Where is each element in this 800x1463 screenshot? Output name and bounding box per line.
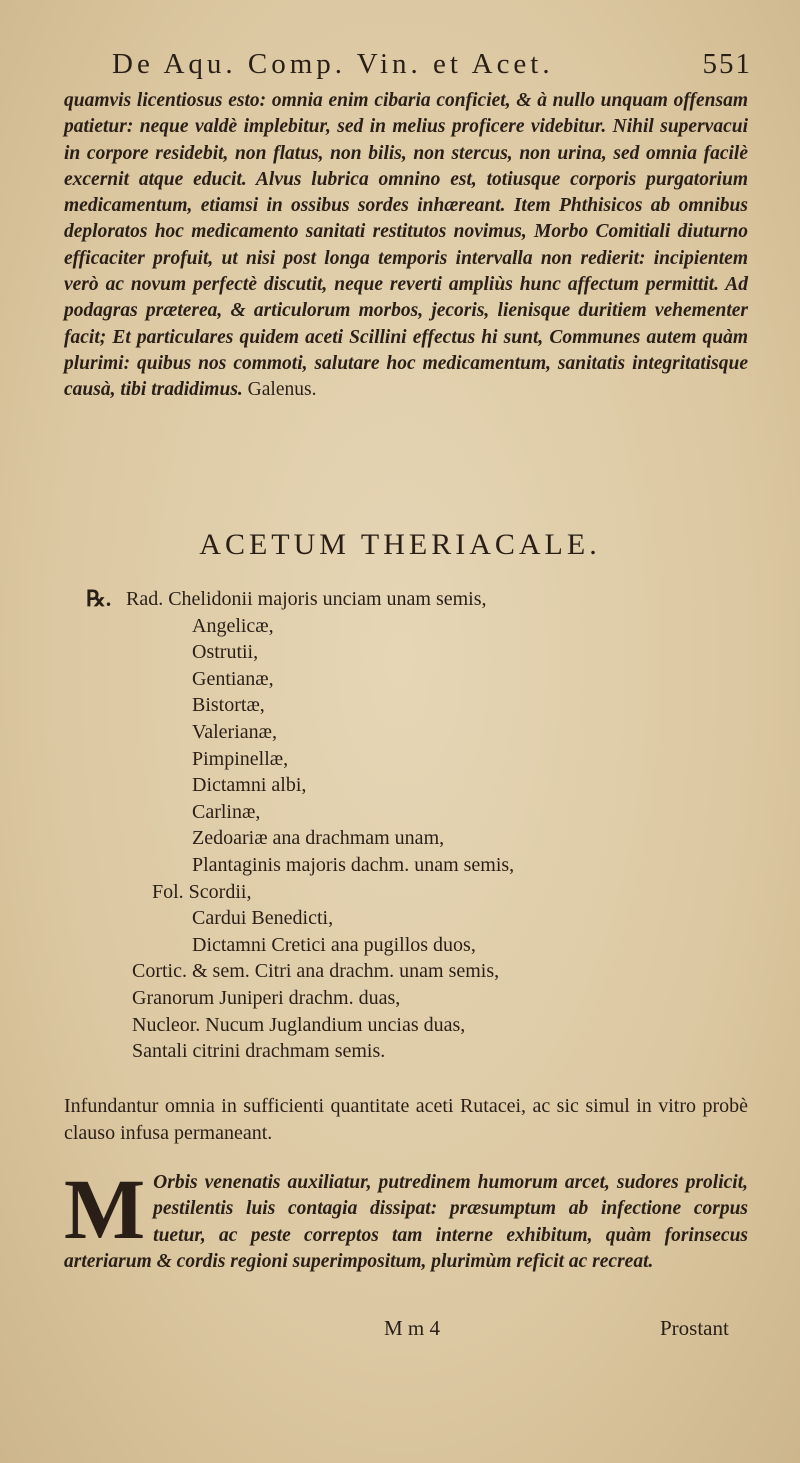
recipe-line-text: Valerianæ, [192, 720, 277, 743]
recipe-line-text: Carlinæ, [192, 800, 261, 823]
paragraph-properties [64, 1161, 748, 1275]
rx-symbol: ℞. [86, 586, 112, 611]
recipe-line [86, 1038, 746, 1065]
recipe-line-text: Plantaginis majoris dachm. unam semis, [192, 853, 515, 876]
recipe-line-text: Rad. Chelidonii majoris unciam unam semis, [126, 588, 487, 610]
recipe-line-text: Pimpinellæ, [192, 747, 289, 770]
recipe-line-text: Zedoariæ ana drachmam unam, [192, 827, 445, 850]
recipe-line-text: Dictamni albi, [192, 774, 307, 797]
paragraph-galen [64, 88, 748, 404]
paragraph-properties-text: Orbis venenatis auxiliatur, putredinem humorum arcet, sudores prolicit, pestilentis luis contagia dissipat: præsumptum ab infectione corpus tuetur, ac peste correptos tam interne exhibitum, quàm forinsecus arteriarum & cordis regioni superimpositum, plurimùm reficit ac recreat. [64, 1172, 748, 1272]
recipe-list [86, 586, 746, 1065]
attribution: Galenus. [247, 379, 317, 401]
instructions: Infundantur omnia in sufficienti quantitate aceti Rutacei, ac sic simul in vitro probè clauso infusa permaneant. [64, 1095, 748, 1144]
recipe-line [86, 666, 746, 693]
recipe-line [86, 692, 746, 719]
drop-capital: M [64, 1161, 146, 1257]
recipe-line [86, 879, 746, 906]
recipe-line-text: Santali citrini drachmam semis. [132, 1040, 386, 1063]
recipe-line-text: Bistortæ, [192, 694, 265, 717]
recipe-line [86, 852, 746, 879]
recipe-line [86, 932, 746, 959]
paragraph-galen-text: quamvis licentiosus esto: omnia enim cibaria conficiet, & à nullo unquam offensam patietur: neque valdè implebitur, sed in melius proficere videbitur. Nihil supervacui in corpore residebit, non flatus, non bilis, non stercus, non urina, sed omnia facilè excernit atque educit. Alvus lubrica omnino est, totiusque corporis purgatorium medicamentum, etiamsi in ossibus sordes inhæreant. Item Phthisicos ab omnibus deploratos hoc medicamento sanitati restitutos novimus, Morbo Comitiali diuturno efficaciter profuit, ut nisi post longa temporis intervalla non redierit: incipientem verò ac novum perfectè discutit, neque reverti ampliùs hunc affectum permittit. Ad podagras præterea, & articulorum morbos, jecoris, lienisque duritiem vehementer facit; Et particulares quidem aceti Scillini effectus hi sunt, Communes autem quàm plurimi: quibus nos commoti, salutare hoc medicamentum, sanitatis integritatisque causà, tibi tradidimus. [64, 90, 748, 401]
running-header [112, 48, 752, 88]
recipe-line [86, 772, 746, 799]
recipe-line [86, 613, 746, 640]
recipe-line-text: Cardui Benedicti, [192, 907, 334, 930]
recipe-line-text: Fol. Scordii, [152, 880, 252, 903]
recipe-line-text: Granorum Juniperi drachm. duas, [132, 986, 401, 1009]
signature-mark: M m 4 [384, 1316, 441, 1340]
recipe-line [86, 586, 746, 613]
page-number: 551 [702, 48, 752, 80]
recipe-line [86, 1012, 746, 1039]
recipe-line-text: Ostrutii, [192, 641, 259, 664]
recipe-line [86, 719, 746, 746]
recipe-line [86, 825, 746, 852]
running-title: De Aqu. Comp. Vin. et Acet. [112, 48, 554, 80]
catchword: Prostant [660, 1316, 729, 1340]
recipe-line [86, 985, 746, 1012]
recipe-line [86, 958, 746, 985]
recipe-line-text: Nucleor. Nucum Juglandium uncias duas, [132, 1013, 466, 1036]
recipe-line-text: Cortic. & sem. Citri ana drachm. unam semis, [132, 960, 500, 983]
recipe-line [86, 639, 746, 666]
recipe-line-text: Angelicæ, [192, 614, 274, 637]
recipe-line-text: Dictamni Cretici ana pugillos duos, [192, 933, 476, 956]
page-footer [0, 1316, 800, 1346]
recipe-line [86, 746, 746, 773]
recipe-line [86, 799, 746, 826]
section-title: ACETUM THERIACALE. [199, 528, 601, 561]
recipe-line-text: Gentianæ, [192, 667, 274, 690]
recipe-line [86, 905, 746, 932]
